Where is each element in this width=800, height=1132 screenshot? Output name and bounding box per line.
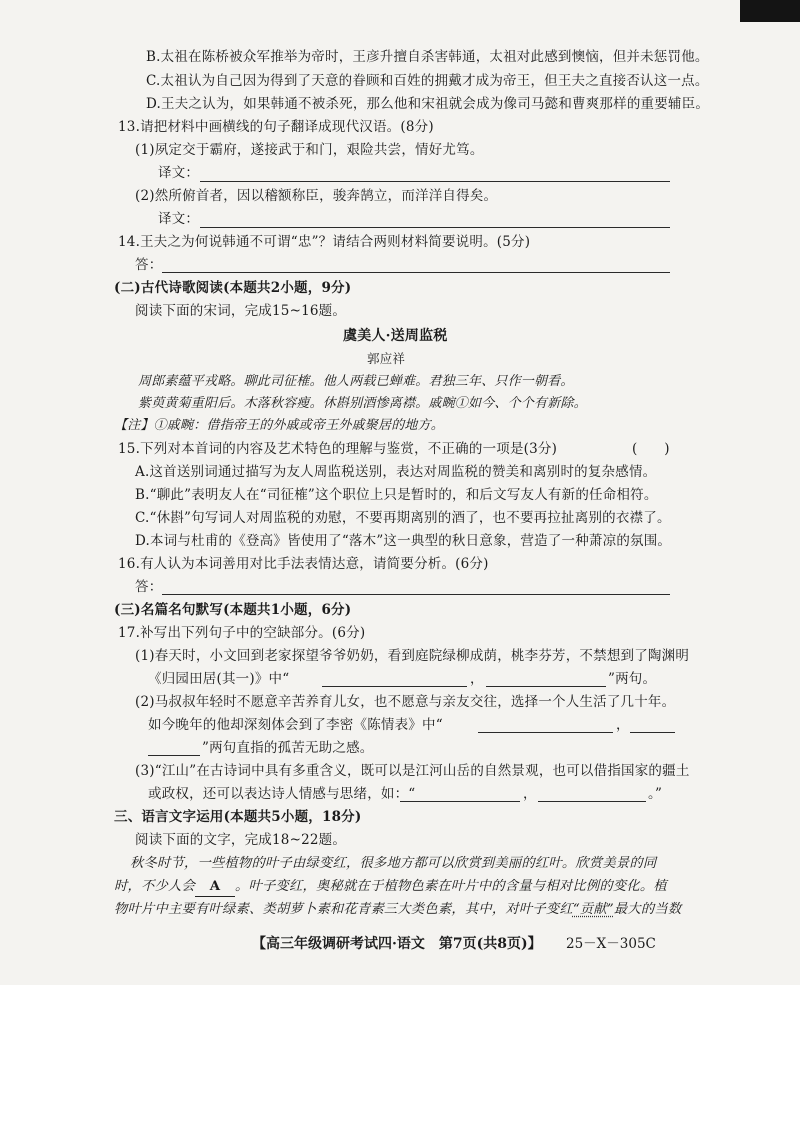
q17-item-1-prefix: 《归园田居(其一)》中“ (148, 671, 290, 687)
q12-option-b: B.太祖在陈桥被众军推举为帝时，王彦升擅自杀害韩通，太祖对此感到懊恼，但并未惩罚他。 (146, 49, 709, 65)
q17-question: 17.补写出下列句子中的空缺部分。(6分) (118, 625, 366, 641)
passage-line-3 (114, 901, 681, 919)
q17-item-2-blank-1[interactable] (478, 732, 613, 733)
part-3-intro: 阅读下面的文字，完成18~22题。 (135, 832, 347, 848)
q17-item-3-prefix: 或政权，还可以表达诗人情感与思绪，如：“ (148, 786, 416, 802)
q13-translation-label-1: 译文： (158, 165, 200, 181)
q17-item-1-blank-1[interactable] (322, 686, 467, 687)
q17-item-3-comma: ， (523, 786, 537, 802)
q17-item-3-blank-1[interactable] (400, 801, 520, 802)
q17-item-2-blank-2b[interactable] (148, 755, 200, 756)
section-2-intro: 阅读下面的宋词，完成15~16题。 (135, 303, 347, 319)
page-bottom-margin (0, 985, 800, 1132)
q17-item-2-comma: ， (616, 717, 630, 733)
q14-question: 14.王夫之为何说韩通不可谓“忠”？请结合两则材料简要说明。(5分) (118, 234, 531, 250)
q12-option-d: D.王夫之认为，如果韩通不被杀死，那么他和宋祖就会成为像司马懿和曹爽那样的重要辅臣。 (146, 96, 710, 112)
q13-question: 13.请把材料中画横线的句子翻译成现代汉语。(8分) (118, 119, 434, 135)
scan-shadow-corner (740, 0, 800, 22)
section-3-heading: (三)名篇名句默写(本题共1小题，6分) (114, 602, 352, 618)
poem-title: 虞美人·送周监税 (343, 328, 448, 344)
q17-item-2-suffix: ”两句直指的孤苦无助之感。 (202, 740, 374, 756)
q15-option-b: B.“聊此”表明友人在“司征榷”这个职位上只是暂时的，和后文写友人有新的任命相符。 (135, 487, 658, 503)
q17-item-2-prefix: 如今晚年的他却深刻体会到了李密《陈情表》中“ (148, 717, 443, 733)
q17-item-3-suffix: 。” (648, 786, 663, 802)
passage-line-1: 秋冬时节，一些植物的叶子由绿变红，很多地方都可以欣赏到美丽的红叶。欣赏美景的同 (130, 856, 657, 871)
q15-option-c: C.“休斟”句写词人对周监税的劝慰，不要再期离别的酒了，也不要再拉扯离别的衣襟了。 (135, 510, 671, 526)
q17-item-2-line-a: (2)马叔叔年轻时不愿意辛苦养育儿女，也不愿意与亲友交往，选择一个人生活了几十年。 (135, 694, 676, 710)
passage-line-2-end: 。叶子变红，奥秘就在于植物色素在叶片中的含量与相对比例的变化。植 (234, 879, 667, 894)
q15-option-d: D.本词与杜甫的《登高》皆使用了“落木”这一典型的秋日意象，营造了一种萧凉的氛围。 (135, 533, 672, 549)
q17-item-2-blank-2a[interactable] (630, 732, 675, 733)
q14-answer-line[interactable] (162, 272, 670, 273)
part-3-heading: 三、语言文字运用(本题共5小题，18分) (114, 809, 362, 825)
q15-option-a: A.这首送别词通过描写为友人周监税送别，表达对周监税的赞美和离别时的复杂感情。 (135, 464, 657, 480)
q12-option-c: C.太祖认为自己因为得到了天意的眷顾和百姓的拥戴才成为帝王，但王夫之直接否认这一点。 (146, 73, 709, 89)
poem-footnote: 【注】①戚畹：借指帝王的外戚或帝王外戚聚居的地方。 (114, 418, 445, 433)
poem-author: 郭应祥 (367, 351, 406, 366)
passage-line-3-start: 物叶片中主要有叶绿素、类胡萝卜素和花青素三大类色素，其中，对叶子变红 (114, 902, 573, 917)
passage-line-3-end: 最大的当数 (613, 902, 682, 917)
q17-item-3-line-a: (3)“江山”在古诗词中具有多重含义，既可以是江河山岳的自然景观，也可以借指国家的疆土 (135, 763, 690, 779)
q13-sentence-1: (1)夙定交于霸府，遂接武于和门，艰险共尝，情好尤笃。 (135, 142, 484, 158)
q15-question: 15.下列对本首词的内容及艺术特色的理解与鉴赏，不正确的一项是(3分) (118, 441, 558, 457)
q17-item-1-suffix: ”两句。 (608, 671, 657, 687)
gongxian-marked-word: “贡献” (572, 902, 614, 917)
q13-sentence-2: (2)然所俯首者，因以稽额称臣，骏奔鹄立，而洋洋自得矣。 (135, 188, 498, 204)
section-2-heading: (二)古代诗歌阅读(本题共2小题，9分) (114, 280, 352, 296)
poem-line-1: 周郎素蕴平戎略。聊此司征榷。他人两载已蝉难。君独三年、只作一朝看。 (138, 374, 574, 389)
passage-line-2-start: 时，不少人会 (114, 879, 195, 894)
q16-answer-line[interactable] (162, 594, 670, 595)
page-footer: 【高三年级调研考试四·语文 第7页(共8页)】 (252, 936, 542, 952)
q17-item-3-blank-2[interactable] (538, 801, 646, 802)
q14-answer-label: 答： (135, 257, 163, 273)
q16-answer-label: 答： (135, 579, 163, 595)
q17-item-1-blank-2[interactable] (486, 686, 606, 687)
exam-code: 25－X－305C (566, 936, 656, 952)
q17-item-1-comma: ， (470, 671, 484, 687)
q13-answer-line-1[interactable] (200, 181, 670, 182)
q17-item-1-line-a: (1)春天时，小文回到老家探望爷爷奶奶，看到庭院绿柳成荫，桃李芬芳，不禁想到了陶渊明 (135, 648, 690, 664)
passage-line-2 (114, 878, 667, 897)
q13-answer-line-2[interactable] (200, 227, 670, 228)
q15-answer-bracket[interactable]: ( ) (632, 441, 670, 457)
poem-line-2: 紫萸黄菊重阳后。木落秋容瘦。休斟别酒惨离襟。戚畹①如今、个个有新除。 (138, 396, 587, 411)
q16-question: 16.有人认为本词善用对比手法表情达意，请简要分析。(6分) (118, 556, 489, 572)
blank-a-marker: A (195, 878, 235, 897)
q13-translation-label-2: 译文： (158, 211, 200, 227)
